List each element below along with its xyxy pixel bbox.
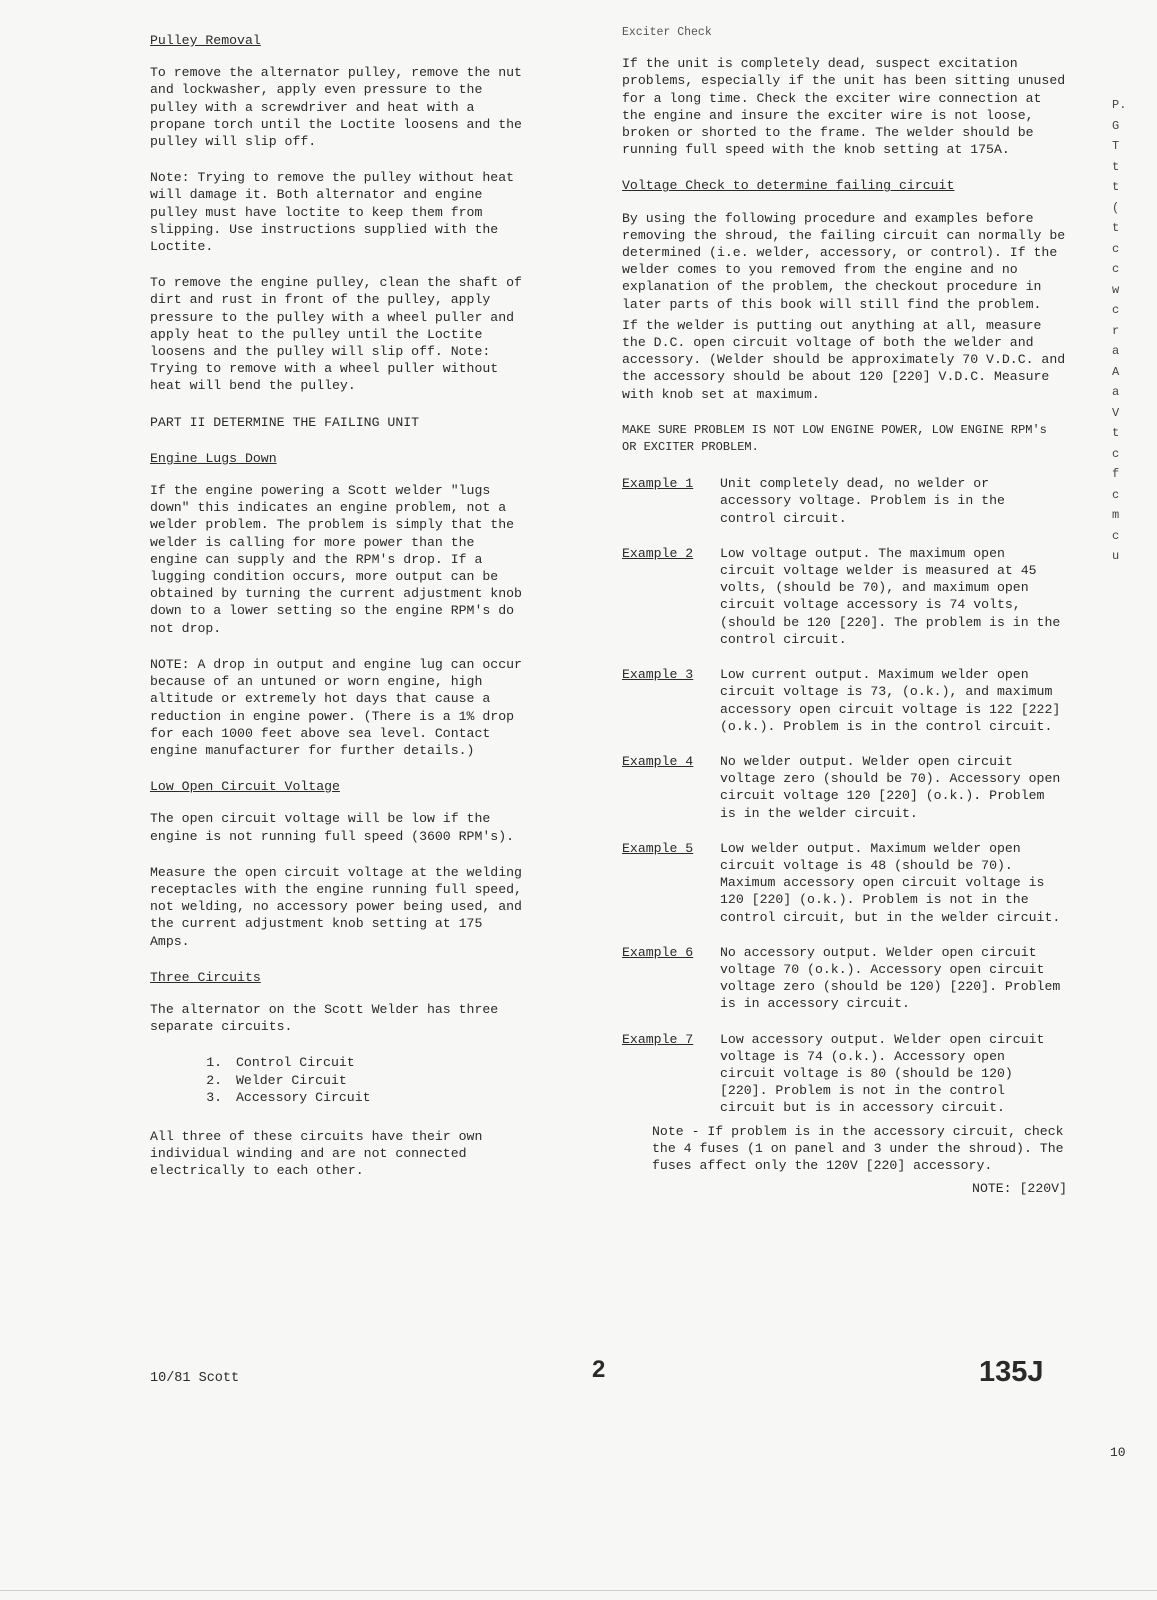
example-label: Example 2 — [622, 545, 694, 561]
example-4 — [622, 753, 1067, 822]
example-label: Example 5 — [622, 840, 694, 856]
example-5 — [622, 840, 1067, 926]
corner-page-number: 10 — [1110, 1445, 1126, 1460]
list-item: 3. Accessory Circuit — [230, 1089, 525, 1106]
bleed-fragment: t — [1112, 180, 1120, 194]
example-text: Low current output. Maximum welder open circuit voltage is 73, (o.k.), and maximum accessory open circuit voltage is 122 [222] (o.k.). Problem is in the control circuit. — [720, 667, 1061, 734]
part-heading: PART II DETERMINE THE FAILING UNIT — [150, 414, 420, 430]
fuse-note: Note - If problem is in the accessory circuit, check the 4 fuses (1 on panel and 3 under the shroud). The fuses affect only the 120V [220] accessory. — [652, 1123, 1064, 1173]
bleed-fragment: u — [1112, 549, 1120, 563]
example-text: Low welder output. Maximum welder open circuit voltage is 48 (should be 70). Maximum accessory open circuit voltage is 120 [220] (o.k.). Problem is not in the control circuit, but in the welder circuit. — [720, 840, 1061, 925]
bleed-fragment: c — [1112, 528, 1120, 543]
three-circuits-intro: The alternator on the Scott Welder has three separate circuits. — [150, 1001, 499, 1035]
example-label: Example 3 — [622, 667, 694, 683]
bleed-fragment: m — [1112, 508, 1120, 522]
model-number: 135J — [979, 1356, 1044, 1388]
list-item: 2. Welder Circuit — [230, 1072, 525, 1089]
example-text: Unit completely dead, no welder or accessory voltage. Problem is in the control circuit. — [720, 476, 1005, 526]
page-number: 2 — [592, 1356, 606, 1383]
voltage-check-paragraph-1: By using the following procedure and examples before removing the shroud, the failing circuit can normally be determined (i.e. welder, accessory, or control). If the welder comes to you removed from the engine and no explanation of the problem, the checkout procedure in later parts of this book will still find the problem. — [622, 210, 1066, 312]
note-reference: NOTE: [220V] — [972, 1181, 1067, 1197]
engine-lugs-paragraph-1: If the engine powering a Scott welder "lugs down" this indicates an engine problem, not a welder problem. The problem is simply that the welder is calling for more power than the engine can supply and the RPM's drop. If a lugging condition occurs, more output can be obtained by turning the current adjustment knob down to a lower setting so the engine RPM's do not drop. — [150, 483, 522, 636]
example-label: Example 7 — [622, 1031, 694, 1047]
engine-lugs-heading: Engine Lugs Down — [150, 450, 277, 466]
bleed-fragment: t — [1112, 426, 1120, 440]
bleed-fragment: a — [1112, 344, 1120, 358]
bleed-fragment: a — [1112, 385, 1120, 399]
bleed-fragment: c — [1112, 241, 1120, 256]
right-column — [622, 24, 1067, 1197]
bleed-fragment: V — [1112, 405, 1120, 420]
engine-lugs-paragraph-2: NOTE: A drop in output and engine lug can occur because of an untuned or worn engine, high altitude or extremely hot days that cause a reduction in engine power. (There is a 1% drop for each 1000 feet above sea level. Contact engine manufacturer for further details.) — [150, 656, 522, 758]
example-label: Example 4 — [622, 753, 694, 769]
example-text: No welder output. Welder open circuit voltage zero (should be 70). Accessory open circuit voltage 120 [220] (o.k.). Problem is in the welder circuit. — [720, 753, 1061, 821]
pulley-paragraph-3: To remove the engine pulley, clean the shaft of dirt and rust in front of the pulley, apply pressure to the pulley with a wheel puller and apply heat to the pulley until the Loctite loosens and the pulley will slip off. Note: Trying to remove with a wheel puller without heat will bend the pulley. — [150, 275, 522, 394]
scan-edge-divider — [0, 1590, 1157, 1591]
bleed-fragment: ( — [1112, 200, 1120, 215]
example-7 — [622, 1031, 1067, 1117]
low-ocv-heading: Low Open Circuit Voltage — [150, 779, 340, 795]
three-circuits-heading: Three Circuits — [150, 969, 261, 985]
adjacent-page-edge — [1112, 95, 1152, 567]
pulley-paragraph-2: Note: Trying to remove the pulley without heat will damage it. Both alternator and engine pulley must have loctite to keep them from slipping. Use instructions supplied with the Loctite. — [150, 170, 515, 255]
list-item: 1. Control Circuit — [230, 1054, 525, 1071]
exciter-check-heading: Exciter Check — [622, 26, 712, 39]
low-ocv-paragraph-2: Measure the open circuit voltage at the welding receptacles with the engine running full speed, not welding, no accessory power being used, and the current adjustment knob setting at 175 Amps. — [150, 864, 522, 949]
footer-date-brand: 10/81 Scott — [150, 1371, 240, 1386]
bleed-fragment: c — [1112, 262, 1120, 276]
example-2 — [622, 545, 1067, 648]
pulley-paragraph-1: To remove the alternator pulley, remove the nut and lockwasher, apply even pressure to the pulley with a screwdriver and heat with a propane torch until the Loctite loosens and the pulley will slip off. — [150, 65, 522, 150]
example-text: Low accessory output. Welder open circuit voltage is 74 (o.k.). Accessory open circuit voltage is 80 (should be 120) [220]. Problem is not in the control circuit but is in accessory circuit. — [720, 1031, 1045, 1116]
voltage-check-paragraph-2: If the welder is putting out anything at all, measure the D.C. open circuit voltage of both the welder and accessory. (Welder should be approximately 70 V.D.C. and the accessory should be about 120 [220] V.D.C. Measure with knob set at maximum. — [622, 317, 1066, 402]
exciter-paragraph: If the unit is completely dead, suspect excitation problems, especially if the unit has been sitting unused for a long time. Check the exciter wire connection at the engine and insure the exciter wire is not loose, broken or shorted to the frame. The welder should be running full speed with the knob setting at 175A. — [622, 56, 1066, 158]
bleed-fragment: f — [1112, 467, 1120, 481]
bleed-fragment: A — [1112, 364, 1120, 379]
example-label: Example 1 — [622, 476, 694, 492]
circuit-list — [150, 1054, 525, 1106]
bleed-fragment: c — [1112, 303, 1120, 317]
voltage-check-warning: MAKE SURE PROBLEM IS NOT LOW ENGINE POWER, LOW ENGINE RPM's OR EXCITER PROBLEM. — [622, 422, 1047, 455]
bleed-fragment: G — [1112, 118, 1120, 133]
example-6 — [622, 944, 1067, 1013]
example-3 — [622, 666, 1067, 735]
bleed-fragment: T — [1112, 139, 1120, 153]
voltage-check-heading: Voltage Check to determine failing circuit — [622, 178, 955, 194]
example-1 — [622, 475, 1067, 527]
bleed-fragment: c — [1112, 487, 1120, 502]
bleed-fragment: c — [1112, 446, 1120, 461]
bleed-fragment: t — [1112, 221, 1120, 235]
example-label: Example 6 — [622, 944, 694, 960]
pulley-removal-heading: Pulley Removal — [150, 33, 261, 48]
bleed-fragment: w — [1112, 282, 1120, 297]
example-text: No accessory output. Welder open circuit voltage 70 (o.k.). Accessory open circuit voltage zero (should be 120) [220]. Problem is in accessory circuit. — [720, 944, 1061, 1012]
left-column — [150, 32, 525, 1199]
bleed-fragment: P. — [1112, 98, 1127, 112]
low-ocv-paragraph-1: The open circuit voltage will be low if the engine is not running full speed (3600 RPM's). — [150, 811, 515, 844]
example-text: Low voltage output. The maximum open circuit voltage welder is measured at 45 volts, (should be 70), and maximum open circuit voltage accessory is 74 volts, (should be 120 [220]. The problem is in the control circuit. — [720, 545, 1061, 647]
bleed-fragment: r — [1112, 323, 1120, 338]
bleed-fragment: t — [1112, 159, 1120, 174]
three-circuits-closing: All three of these circuits have their own individual winding and are not connected electrically to each other. — [150, 1128, 483, 1179]
